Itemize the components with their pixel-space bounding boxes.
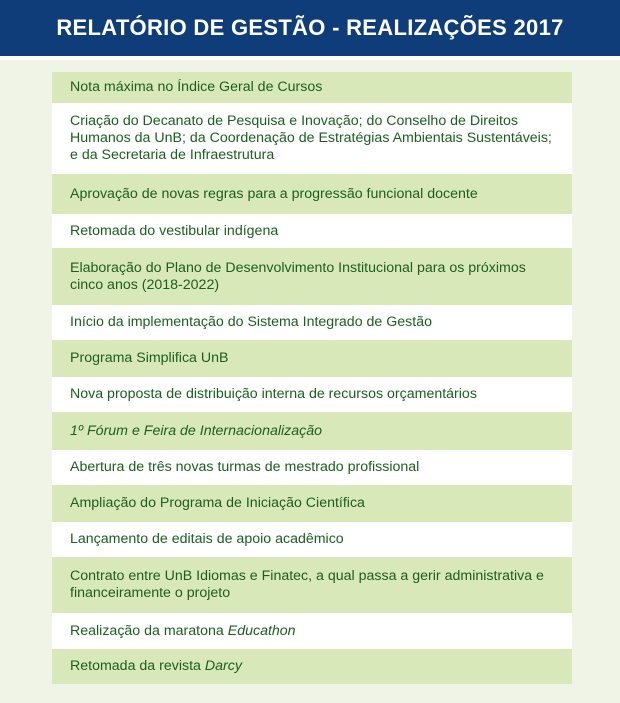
list-item-text: Retomada do vestibular indígena (70, 222, 279, 239)
list-item-text: Ampliação do Programa de Iniciação Científica (70, 495, 365, 511)
list-item (52, 214, 572, 248)
report-title: RELATÓRIO DE GESTÃO - REALIZAÇÕES 2017 (56, 15, 564, 40)
list-item-text-emphasis: Educathon (227, 622, 296, 639)
achievements-list (52, 72, 572, 684)
list-item (52, 450, 572, 485)
list-item-text-emphasis: Darcy (204, 658, 242, 674)
list-item-text: Nota máxima no Índice Geral de Cursos (70, 79, 323, 95)
list-item (52, 522, 572, 557)
list-item-text: Programa Simplifica UnB (70, 350, 229, 366)
list-item (52, 649, 572, 684)
list-item (52, 305, 572, 340)
list-item-text-prefix: Retomada da revista (70, 658, 205, 674)
list-item (52, 103, 572, 174)
list-item (52, 248, 572, 305)
list-item-text: 1º Fórum e Feira de Internacionalização (70, 422, 323, 439)
list-item (52, 613, 572, 649)
list-item-text: Lançamento de editais de apoio acadêmico (70, 531, 344, 547)
list-item (52, 340, 572, 377)
list-item-text-prefix: Realização da maratona (70, 622, 228, 639)
list-item-text: Início da implementação do Sistema Integrado de Gestão (70, 314, 432, 330)
list-item-text: Elaboração do Plano de Desenvolvimento Institucional para os próximos cinco anos (2018-2022) (70, 259, 526, 293)
list-item-text (70, 623, 296, 640)
list-item-text: Abertura de três novas turmas de mestrado profissional (70, 459, 420, 475)
list-item-text: Nova proposta de distribuição interna de recursos orçamentários (70, 386, 477, 402)
list-item (52, 485, 572, 522)
list-item (52, 174, 572, 214)
list-item (52, 412, 572, 450)
list-item (52, 72, 572, 103)
list-item-text: Criação do Decanato de Pesquisa e Inovação; do Conselho de Direitos Humanos da UnB; da Coordenação de Estratégias Ambientais Sustentáveis; e da Secretaria de Infraestrutura (70, 113, 552, 163)
list-item-text: Aprovação de novas regras para a progressão funcional docente (70, 185, 478, 202)
list-item-text (70, 658, 242, 675)
list-item-text: Contrato entre UnB Idiomas e Finatec, a qual passa a gerir administrativa e financeiramente o projeto (70, 568, 544, 601)
list-item (52, 557, 572, 613)
list-item (52, 377, 572, 412)
report-header (0, 0, 620, 56)
